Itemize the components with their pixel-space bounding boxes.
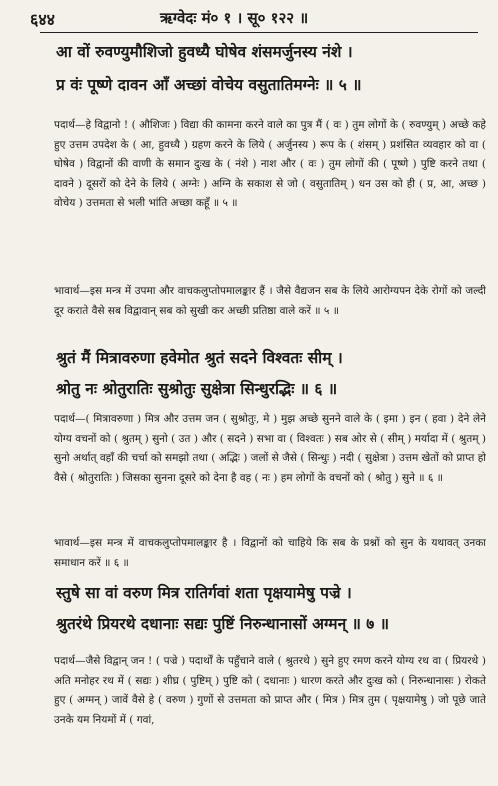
mantra-5-line-1: आ वों रुवण्युमौशिजो हुवध्यै घोषेव शंसमर्जुनस्य नंशे ।: [56, 42, 353, 61]
mantra-6-line-2: श्रोतु नः श्रोतुरातिः सुश्रोतुः सुक्षेत्रा सिन्धुरद्भिः ॥ ६ ॥: [56, 379, 338, 398]
mantra-5-line-2: प्र वंः पूष्णे दावन आँ अच्छां वोचेय वसुतातिमग्नेः ॥ ५ ॥: [56, 75, 362, 94]
header-rule: [40, 32, 478, 33]
mantra-7-line-2: श्रुतरंथे प्रियरथे दधानाः सद्यः पुष्टिं निरुन्धानासों अग्मन् ॥ ७ ॥: [56, 614, 389, 633]
page-header: [30, 8, 478, 30]
bhavartha-6: भावार्थ—इस मन्त्र में वाचकलुप्तोपमालङ्कार है । विद्वानों को चाहिये कि सब के प्रश्नों को सुन के यथावत् उनका समाधान करें ॥ ६ ॥: [54, 537, 486, 569]
padartha-5: पदार्थ—हे विद्वानो ! ( औशिजः ) विद्या की कामना करने वाले का पुत्र मैं ( वः ) तुम लोगों के ( रुवण्युम् ) अच्छे कहे हुए उत्तम उपदेश के ( आ, हुवध्यै ) ग्रहण करने के लिये ( अर्जुनस्य ) रूप के ( शंसम् ) प्रशंसित व्यवहार को वा ( घोषेव ) विद्वानों की वाणी के समान दुःख के ( नंशे ) नाश और ( वः ) तुम लोगों की ( पूष्णे ) पुष्टि करने तथा ( दावने ) दूसरों को देने के लिये ( अग्नेः ) अग्नि के सकाश से जो ( वसुतातिम् ) धन उस को ही ( प्र, आ, अच्छ ) वोचेय ) उत्तमता से भली भांति अच्छा कहूँ ॥ ५ ॥: [54, 119, 486, 210]
padartha-7: पदार्थ—जैसे विद्वान् जन ! ( पज्रे ) पदार्थों के पहुँचाने वाले ( श्रुतरथे ) सुने हुए रमण करने योग्य रथ वा ( प्रियरथे ) अति मनोहर रथ में ( सद्यः ) शीघ्र ( पुष्टिम् ) पुष्टि को ( दधानाः ) धारण करते और दुःख को ( निरुन्धानासः ) रोकते हुए ( अग्मन् ) जावें वैसे हे ( वरुण ) गुणों से उत्तमता को प्राप्त और ( मित्र ) मित्र तुम ( पृक्षयामेषु ) जो पूछे जाते उनके यम नियमों में ( गवां,: [54, 655, 486, 726]
page-number: ६४४: [30, 10, 55, 29]
bhavartha-5: भावार्थ—इस मन्त्र में उपमा और वाचकलुप्तोपमालङ्कार हैं । जैसे वैद्यजन सब के लिये आरोग्यपन देके रोगों को जल्दी दूर कराते वैसे सब विद्वावान् सब को सुखी कर अच्छी प्रतिष्ठा वाले करें ॥ ५ ॥: [54, 285, 486, 317]
mantra-6-line-1: श्रुतं मैं मित्रावरुणा हवेमोत श्रुतं सदने विश्वतः सीम् ।: [56, 348, 343, 367]
running-title: ऋग्वेदः मं० १ । सू० १२२ ॥: [160, 9, 309, 27]
mantra-7-line-1: स्तुषे सा वां वरुण मित्र रातिर्गवां शता पृक्षयामेषु पज्रे ।: [56, 583, 352, 602]
padartha-6: पदार्थ—( मित्रावरुणा ) मित्र और उत्तम जन ( सुश्रोतुः, मे ) मुझ अच्छे सुनने वाले के ( इमा ) इन ( हवा ) देने लेने योग्य वचनों को ( श्रुतम् ) सुनो ( उत ) और ( सदने ) सभा वा ( विश्वतः ) सब ओर से ( सीम् ) मर्यादा में ( श्रुतम् ) सुनो अर्थात् वहाँ की चर्चा को समझो तथा ( अद्भिः ) जलों से जैसे ( सिन्धुः ) नदी ( सुक्षेत्रा ) उत्तम खेतों को प्राप्त हो वैसे ( श्रोतुरातिः ) जिसका सुनना दूसरे को देना है वह ( नः ) हम लोगों के वचनों को ( श्रोतु ) सुने ॥ ६ ॥: [54, 413, 486, 484]
